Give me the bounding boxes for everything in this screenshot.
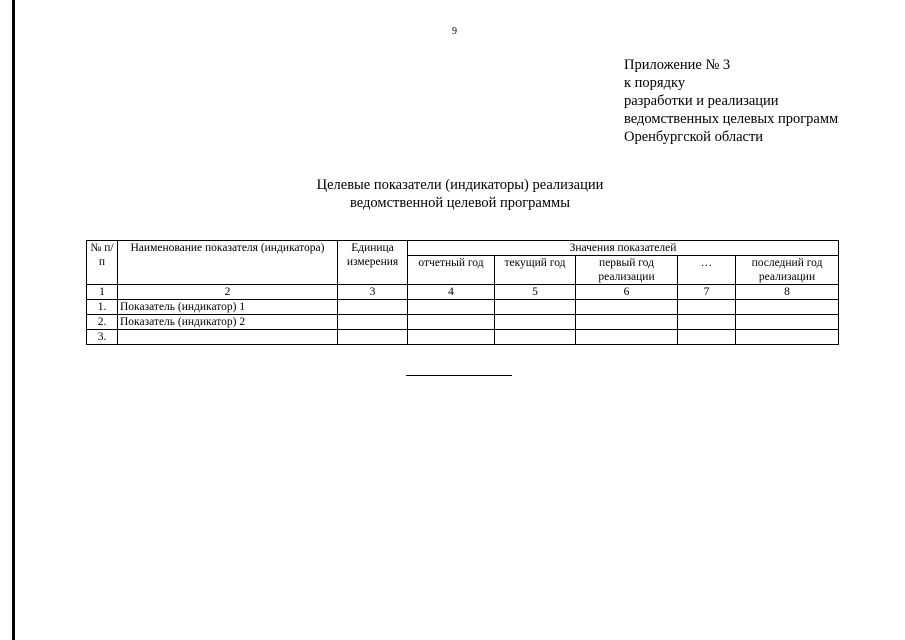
document-title bbox=[250, 176, 670, 212]
column-index: 2 bbox=[118, 285, 338, 300]
table-row bbox=[87, 330, 839, 345]
header-number: № п/п bbox=[87, 241, 118, 285]
table-cell bbox=[576, 300, 678, 315]
table-cell bbox=[338, 315, 408, 330]
indicators-table bbox=[86, 240, 839, 345]
header-ellipsis: … bbox=[678, 256, 736, 285]
row-number: 1. bbox=[87, 300, 118, 315]
table-cell bbox=[408, 330, 495, 345]
column-index: 8 bbox=[736, 285, 839, 300]
header-values-group: Значения показателей bbox=[408, 241, 839, 256]
table-cell bbox=[495, 330, 576, 345]
header-current-year: текущий год bbox=[495, 256, 576, 285]
table-cell bbox=[576, 315, 678, 330]
header-unit: Единица измерения bbox=[338, 241, 408, 285]
row-number: 3. bbox=[87, 330, 118, 345]
title-line-2: ведомственной целевой программы bbox=[350, 195, 570, 211]
page-edge-bar bbox=[12, 0, 15, 640]
table-cell bbox=[736, 315, 839, 330]
header-row bbox=[87, 241, 839, 256]
indicator-name: Показатель (индикатор) 2 bbox=[118, 315, 338, 330]
appendix-line: ведомственных целевых программ bbox=[624, 111, 839, 127]
table-cell bbox=[338, 330, 408, 345]
column-index: 5 bbox=[495, 285, 576, 300]
appendix-block bbox=[624, 56, 838, 146]
column-index: 1 bbox=[87, 285, 118, 300]
page-number: 9 bbox=[452, 26, 457, 37]
table-row bbox=[87, 300, 839, 315]
column-index: 6 bbox=[576, 285, 678, 300]
header-name: Наименование показателя (индикатора) bbox=[118, 241, 338, 285]
column-index: 3 bbox=[338, 285, 408, 300]
table-cell bbox=[736, 330, 839, 345]
table-cell bbox=[408, 315, 495, 330]
table-cell bbox=[495, 315, 576, 330]
appendix-line: Приложение № 3 bbox=[624, 57, 731, 73]
title-line-1: Целевые показатели (индикаторы) реализации bbox=[316, 177, 604, 193]
row-number: 2. bbox=[87, 315, 118, 330]
closing-rule bbox=[406, 375, 512, 376]
table-cell bbox=[576, 330, 678, 345]
table-cell bbox=[678, 330, 736, 345]
header-reported-year: отчетный год bbox=[408, 256, 495, 285]
appendix-line: Оренбургской области bbox=[624, 129, 764, 145]
appendix-line: к порядку bbox=[624, 75, 686, 91]
table-cell bbox=[678, 300, 736, 315]
indicator-name bbox=[118, 330, 338, 345]
header-first-year: первый год реализации bbox=[576, 256, 678, 285]
table-row bbox=[87, 315, 839, 330]
appendix-line: разработки и реализации bbox=[624, 93, 779, 109]
indicator-name: Показатель (индикатор) 1 bbox=[118, 300, 338, 315]
table-cell bbox=[338, 300, 408, 315]
column-index-row bbox=[87, 285, 839, 300]
column-index: 7 bbox=[678, 285, 736, 300]
table-cell bbox=[495, 300, 576, 315]
table-cell bbox=[736, 300, 839, 315]
header-last-year: последний год реализации bbox=[736, 256, 839, 285]
table-cell bbox=[678, 315, 736, 330]
table-cell bbox=[408, 300, 495, 315]
column-index: 4 bbox=[408, 285, 495, 300]
